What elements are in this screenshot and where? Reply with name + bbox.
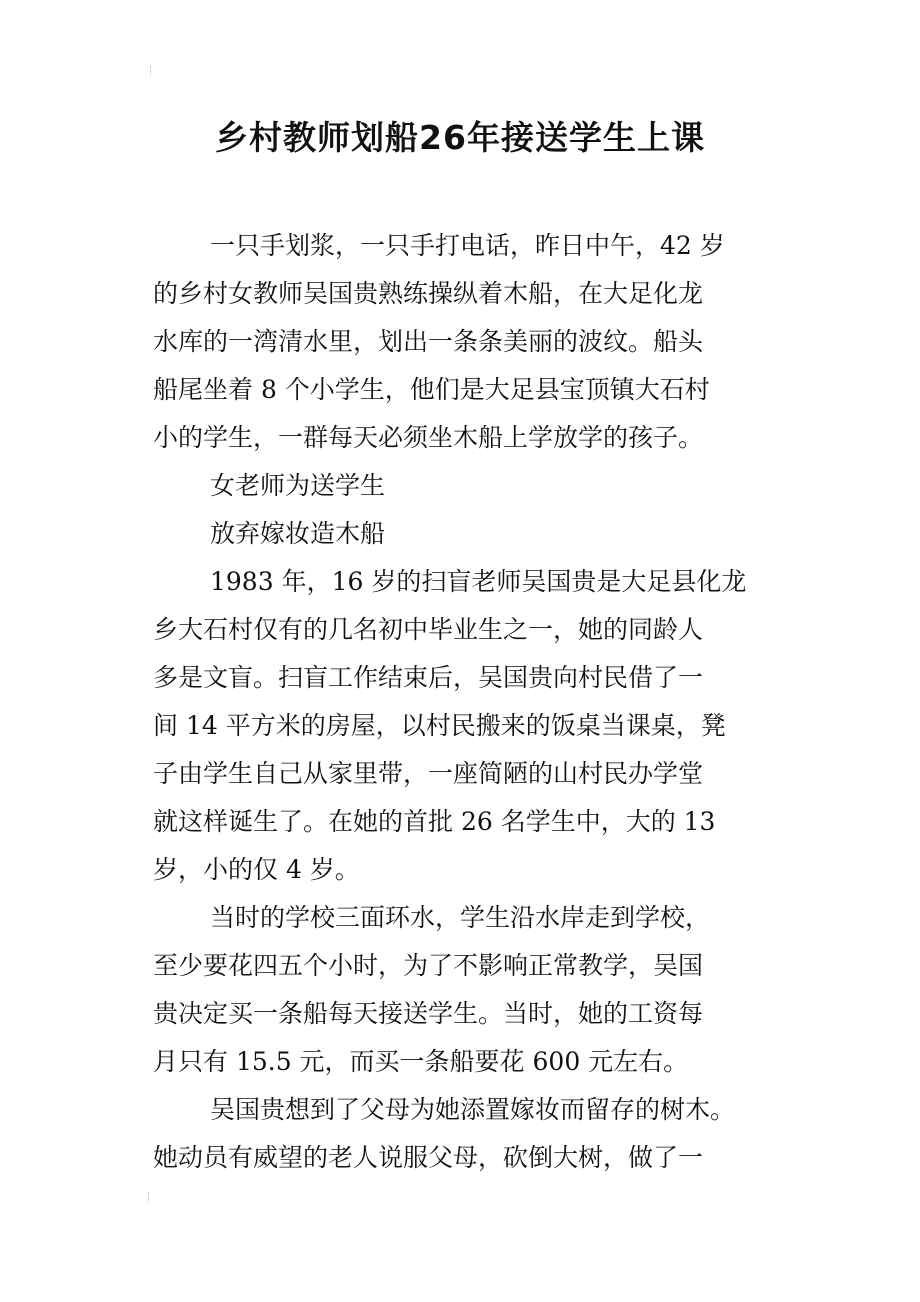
paragraph-line: 月只有 15.5 元，而买一条船要花 600 元左右。 — [153, 1047, 689, 1076]
article-body — [153, 222, 793, 1182]
paragraph-line: 子由学生自己从家里带，一座简陋的山村民办学堂 — [153, 759, 704, 788]
paragraph-line: 的乡村女教师吴国贵熟练操纵着木船，在大足化龙 — [153, 279, 704, 308]
subheading-line: 女老师为送学生 — [210, 471, 386, 500]
paragraph-line: 她动员有威望的老人说服父母，砍倒大树，做了一 — [153, 1143, 704, 1172]
paragraph-line: 水库的一湾清水里，划出一条条美丽的波纹。船头 — [153, 327, 704, 356]
paragraph-line: 岁，小的仅 4 岁。 — [153, 855, 360, 884]
paragraph-line: 多是文盲。扫盲工作结束后，吴国贵向村民借了一 — [153, 663, 704, 692]
article-title: 乡村教师划船26年接送学生上课 — [215, 118, 705, 157]
paragraph-line: 当时的学校三面环水，学生沿水岸走到学校， — [210, 903, 711, 932]
paragraph-line: 乡大石村仅有的几名初中毕业生之一，她的同龄人 — [153, 615, 704, 644]
corner-mark — [148, 1192, 155, 1202]
corner-mark — [150, 66, 157, 76]
paragraph-line: 间 14 平方米的房屋，以村民搬来的饭桌当课桌，凳 — [153, 711, 726, 740]
paragraph-line: 吴国贵想到了父母为她添置嫁妆而留存的树木。 — [210, 1095, 736, 1124]
paragraph-line: 船尾坐着 8 个小学生，他们是大足县宝顶镇大石村 — [153, 375, 710, 404]
paragraph-line: 小的学生，一群每天必须坐木船上学放学的孩子。 — [153, 423, 704, 452]
paragraph-line: 贵决定买一条船每天接送学生。当时，她的工资每 — [153, 999, 704, 1028]
paragraph-line: 至少要花四五个小时，为了不影响正常教学，吴国 — [153, 951, 704, 980]
paragraph-line: 一只手划浆，一只手打电话，昨日中午，42 岁 — [210, 231, 725, 260]
subheading-line: 放弃嫁妆造木船 — [210, 519, 386, 548]
paragraph-line: 1983 年，16 岁的扫盲老师吴国贵是大足县化龙 — [210, 567, 747, 596]
paragraph-line: 就这样诞生了。在她的首批 26 名学生中，大的 13 — [153, 807, 716, 836]
